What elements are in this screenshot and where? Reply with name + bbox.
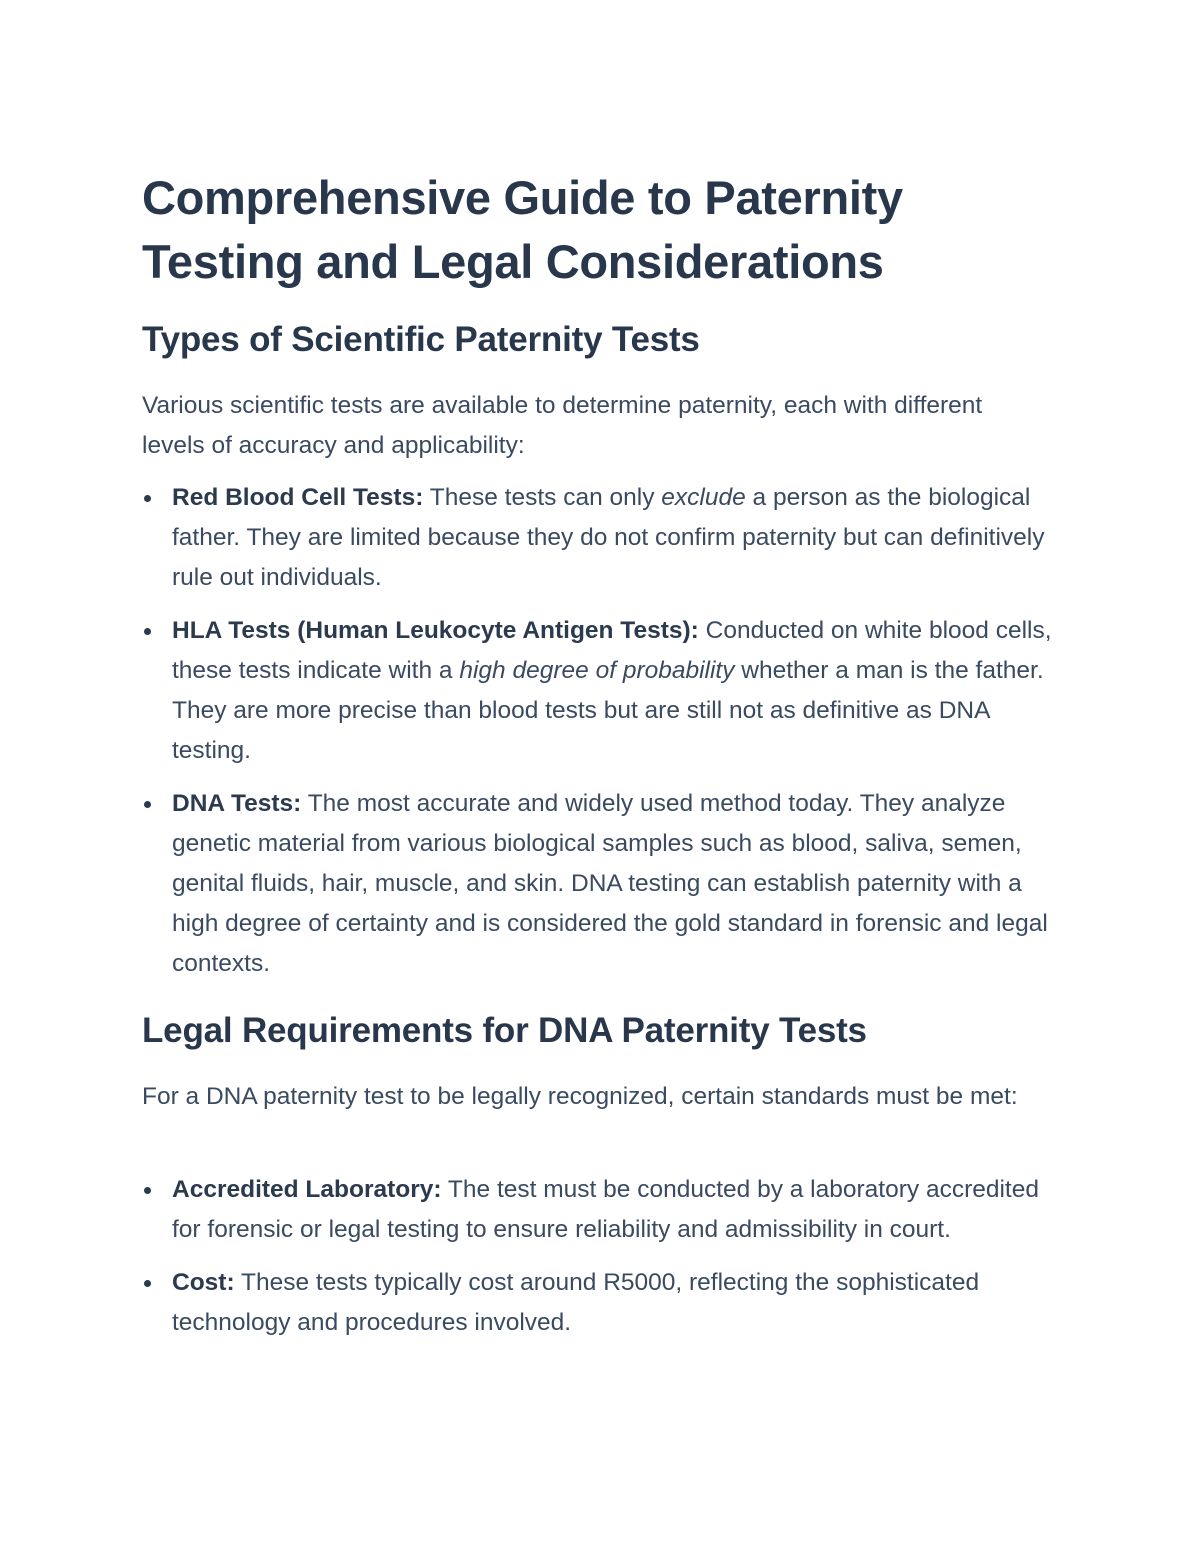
item-text: The test must be conducted by a laboratory accredited for forensic or legal testing to ensure reliability and admissibility in court.: [172, 1176, 1039, 1243]
section-heading-legal: Legal Requirements for DNA Paternity Tests: [142, 1011, 867, 1050]
section-intro-legal: For a DNA paternity test to be legally recognized, certain standards must be met:: [142, 1083, 1018, 1110]
item-term: Red Blood Cell Tests:: [172, 484, 424, 511]
item-term: Cost:: [172, 1269, 235, 1296]
item-term: DNA Tests:: [172, 790, 302, 817]
section-heading-types: Types of Scientific Paternity Tests: [142, 320, 700, 359]
item-term: Accredited Laboratory:: [172, 1176, 442, 1203]
item-term: HLA Tests (Human Leukocyte Antigen Tests):: [172, 617, 699, 644]
bullet-icon: [144, 1187, 151, 1194]
item-text: Conducted on white blood cells, these tests indicate with a: [172, 617, 1052, 684]
list-item: [142, 1263, 1062, 1343]
item-text: These tests typically cost around R5000, reflecting the sophisticated technology and procedures involved.: [172, 1269, 980, 1336]
item-text: whether a man is the father. They are more precise than blood tests but are still not as definitive as DNA testing.: [172, 657, 1044, 764]
bullet-icon: [144, 495, 151, 502]
bullet-icon: [144, 628, 151, 635]
bullet-icon: [144, 1280, 151, 1287]
list-item: [142, 784, 1062, 984]
list-item: [142, 1170, 1062, 1250]
bullet-list-legal: [142, 1170, 1062, 1356]
list-item: [142, 611, 1062, 771]
section-intro-types: Various scientific tests are available to determine paternity, each with different levels of accuracy and applicability:: [142, 392, 983, 459]
item-text: The most accurate and widely used method today. They analyze genetic material from various biological samples such as blood, saliva, semen, genital fluids, hair, muscle, and skin. DNA testing can establish paternity with a high degree of certainty and is considered the gold standard in forensic and legal contexts.: [172, 790, 1048, 977]
document-title: Comprehensive Guide to Paternity Testing and Legal Considerations: [142, 171, 903, 288]
item-text: a person as the biological father. They are limited because they do not confirm paternity but can definitively rule out individuals.: [172, 484, 1045, 591]
item-emphasis: exclude: [661, 484, 746, 511]
list-item: [142, 478, 1062, 598]
item-emphasis: high degree of probability: [459, 657, 735, 684]
bullet-icon: [144, 801, 151, 808]
bullet-list-types: [142, 478, 1062, 997]
item-text: These tests can only: [423, 484, 662, 511]
